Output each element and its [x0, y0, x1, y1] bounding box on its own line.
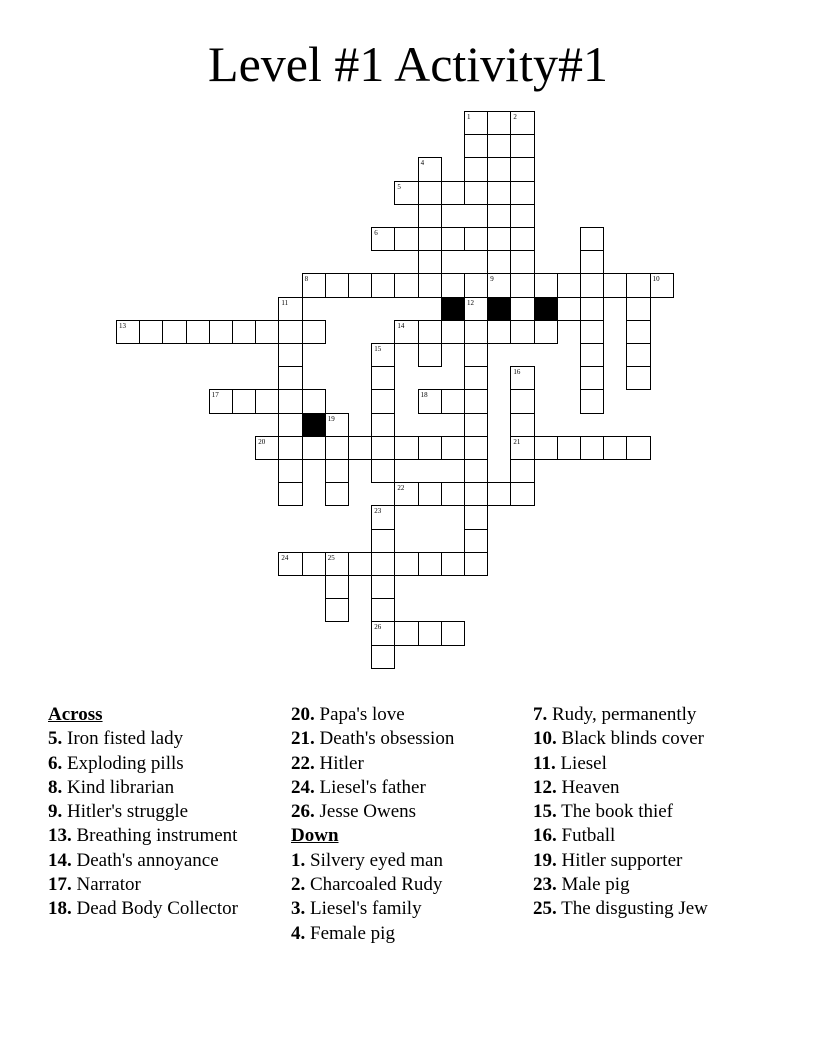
crossword-cell[interactable] [255, 436, 279, 460]
clue-item [48, 897, 238, 921]
clue-text: Futball [556, 825, 616, 847]
clue-column-3 [533, 703, 708, 922]
crossword-cell[interactable] [278, 482, 302, 506]
crossword-cell[interactable] [464, 552, 488, 576]
crossword-cell[interactable] [278, 413, 302, 437]
clue-column-1 [48, 703, 238, 922]
clue-item [533, 897, 708, 921]
crossword-cell[interactable] [487, 320, 511, 344]
crossword-cell[interactable] [394, 482, 418, 506]
crossword-cell[interactable] [487, 181, 511, 205]
crossword-cell[interactable] [278, 320, 302, 344]
crossword-cell[interactable] [302, 320, 326, 344]
clue-number: 1. [291, 849, 306, 871]
clue-number-label: 20 [258, 437, 266, 446]
clue-number-label: 23 [374, 507, 382, 516]
clue-text: Female pig [305, 922, 395, 944]
crossword-cell[interactable] [371, 529, 395, 553]
crossword-cell[interactable] [650, 273, 674, 297]
crossword-cell[interactable] [510, 366, 534, 390]
clue-text: Black blinds cover [556, 728, 704, 750]
crossword-cell[interactable] [534, 320, 558, 344]
clue-section-heading: Down [291, 825, 339, 847]
clue-text: Hitler's struggle [62, 801, 189, 823]
crossword-cell[interactable] [510, 134, 534, 158]
crossword-cell[interactable] [487, 157, 511, 181]
crossword-cell[interactable] [580, 389, 604, 413]
crossword-cell[interactable] [580, 343, 604, 367]
crossword-cell[interactable] [510, 204, 534, 228]
crossword-cell[interactable] [394, 320, 418, 344]
crossword-cell[interactable] [510, 111, 534, 135]
clue-text: The book thief [556, 801, 674, 823]
clue-number: 14. [48, 849, 72, 871]
clue-number: 16. [533, 825, 557, 847]
crossword-cell[interactable] [510, 250, 534, 274]
crossword-cell[interactable] [441, 436, 465, 460]
clue-number: 3. [291, 898, 306, 920]
clue-item [48, 800, 238, 824]
crossword-cell[interactable] [418, 389, 442, 413]
crossword-cell[interactable] [487, 482, 511, 506]
crossword-cell[interactable] [418, 204, 442, 228]
crossword-cell[interactable] [371, 505, 395, 529]
crossword-cell[interactable] [418, 343, 442, 367]
clue-text: Breathing instrument [71, 825, 238, 847]
crossword-cell[interactable] [162, 320, 186, 344]
crossword-cell[interactable] [603, 273, 627, 297]
crossword-cell[interactable] [441, 320, 465, 344]
clue-number-label: 10 [652, 275, 660, 284]
crossword-cell[interactable] [371, 413, 395, 437]
crossword-cell[interactable] [371, 227, 395, 251]
crossword-cell[interactable] [510, 482, 534, 506]
crossword-cell[interactable] [418, 157, 442, 181]
clue-item [533, 824, 708, 848]
clue-number-label: 14 [397, 321, 405, 330]
clue-number-label: 1 [467, 113, 471, 121]
crossword-cell[interactable] [325, 482, 349, 506]
crossword-cell[interactable] [464, 297, 488, 321]
clue-number-label: 16 [513, 368, 521, 377]
crossword-cell[interactable] [348, 552, 372, 576]
crossword-cell[interactable] [580, 436, 604, 460]
crossword-cell[interactable] [580, 297, 604, 321]
clue-number-label: 9 [490, 275, 494, 284]
clue-number: 22. [291, 752, 315, 774]
crossword-cell[interactable] [325, 598, 349, 622]
clue-number-label: 5 [397, 182, 401, 191]
crossword-cell[interactable] [510, 459, 534, 483]
clue-text: Liesel's family [305, 898, 422, 920]
crossword-cell[interactable] [209, 320, 233, 344]
crossword-cell[interactable] [418, 320, 442, 344]
clue-number: 4. [291, 922, 306, 944]
black-square [534, 297, 558, 321]
clue-text: Narrator [71, 874, 141, 896]
crossword-cell[interactable] [557, 273, 581, 297]
crossword-cell[interactable] [534, 436, 558, 460]
crossword-cell[interactable] [302, 273, 326, 297]
clue-text: Hitler supporter [556, 849, 683, 871]
crossword-cell[interactable] [394, 621, 418, 645]
clue-number-label: 22 [397, 484, 405, 493]
crossword-cell[interactable] [464, 366, 488, 390]
crossword-cell[interactable] [626, 297, 650, 321]
clue-number: 11. [533, 752, 556, 774]
clue-text: Death's obsession [314, 728, 455, 750]
crossword-cell[interactable] [487, 134, 511, 158]
clue-item [533, 727, 708, 751]
crossword-cell[interactable] [464, 413, 488, 437]
crossword-cell[interactable] [510, 389, 534, 413]
clue-number-label: 26 [374, 623, 382, 632]
crossword-cell[interactable] [186, 320, 210, 344]
clue-number: 10. [533, 728, 557, 750]
clue-number: 21. [291, 728, 315, 750]
clue-text: Rudy, permanently [547, 704, 697, 725]
crossword-cell[interactable] [464, 157, 488, 181]
clue-text: Heaven [556, 776, 620, 798]
crossword-cell[interactable] [278, 366, 302, 390]
clue-item [48, 824, 238, 848]
clue-item [291, 800, 454, 824]
black-square [487, 297, 511, 321]
crossword-cell[interactable] [232, 389, 256, 413]
crossword-cell[interactable] [278, 459, 302, 483]
clue-text: Kind librarian [62, 776, 175, 798]
crossword-cell[interactable] [580, 273, 604, 297]
clue-item [533, 703, 708, 727]
crossword-cell[interactable] [464, 181, 488, 205]
crossword-cell[interactable] [464, 505, 488, 529]
clue-item [533, 776, 708, 800]
crossword-cell[interactable] [510, 273, 534, 297]
clue-number: 20. [291, 704, 315, 725]
crossword-cell[interactable] [325, 436, 349, 460]
clue-number-label: 13 [119, 321, 126, 330]
crossword-cell[interactable] [510, 413, 534, 437]
clue-item [533, 849, 708, 873]
crossword-cell[interactable] [325, 575, 349, 599]
clue-text: Silvery eyed man [305, 849, 443, 871]
crossword-cell[interactable] [464, 529, 488, 553]
clue-number-label: 2 [513, 113, 517, 121]
crossword-cell[interactable] [441, 389, 465, 413]
crossword-cell[interactable] [325, 552, 349, 576]
clue-column-2 [291, 703, 454, 946]
crossword-cell[interactable] [394, 552, 418, 576]
clue-item [533, 800, 708, 824]
crossword-cell[interactable] [278, 552, 302, 576]
clue-number-label: 19 [327, 414, 335, 423]
clue-number: 17. [48, 874, 72, 896]
clue-item [48, 776, 238, 800]
clue-section-heading: Across [48, 704, 103, 725]
crossword-cell[interactable] [510, 320, 534, 344]
crossword-cell[interactable] [371, 273, 395, 297]
clue-number-label: 18 [420, 391, 428, 400]
clue-number-label: 8 [304, 275, 309, 284]
crossword-cell[interactable] [510, 297, 534, 321]
crossword-cell[interactable] [580, 366, 604, 390]
crossword-cell[interactable] [557, 436, 581, 460]
crossword-cell[interactable] [371, 459, 395, 483]
crossword-cell[interactable] [278, 389, 302, 413]
crossword-cell[interactable] [394, 227, 418, 251]
clue-number: 12. [533, 776, 557, 798]
crossword-cell[interactable] [255, 389, 279, 413]
crossword-cell[interactable] [278, 436, 302, 460]
clue-text: Dead Body Collector [71, 898, 238, 920]
crossword-cell[interactable] [302, 389, 326, 413]
clue-text: Death's annoyance [71, 849, 219, 871]
crossword-cell[interactable] [418, 227, 442, 251]
clue-number: 6. [48, 752, 63, 774]
crossword-cell[interactable] [626, 273, 650, 297]
crossword-cell[interactable] [510, 436, 534, 460]
crossword-cell[interactable] [325, 273, 349, 297]
crossword-cell[interactable] [418, 273, 442, 297]
crossword-cell[interactable] [464, 227, 488, 251]
crossword-cell[interactable] [487, 227, 511, 251]
crossword-cell[interactable] [626, 343, 650, 367]
crossword-cell[interactable] [464, 134, 488, 158]
clue-number: 7. [533, 704, 548, 725]
crossword-cell[interactable] [371, 436, 395, 460]
crossword-cell[interactable] [418, 552, 442, 576]
clue-item [533, 752, 708, 776]
clue-number-label: 21 [513, 437, 521, 446]
crossword-cell[interactable] [580, 320, 604, 344]
crossword-cell[interactable] [371, 645, 395, 669]
crossword-cell[interactable] [464, 436, 488, 460]
clue-number: 5. [48, 728, 63, 750]
crossword-cell[interactable] [302, 552, 326, 576]
crossword-cell[interactable] [441, 227, 465, 251]
crossword-cell[interactable] [418, 181, 442, 205]
crossword-cell[interactable] [418, 436, 442, 460]
black-square [441, 297, 465, 321]
crossword-cell[interactable] [626, 366, 650, 390]
clue-text: Liesel [555, 752, 607, 774]
crossword-cell[interactable] [302, 436, 326, 460]
crossword-cell[interactable] [348, 273, 372, 297]
clue-number: 24. [291, 776, 315, 798]
clue-item [291, 873, 454, 897]
crossword-cell[interactable] [139, 320, 163, 344]
crossword-cell[interactable] [510, 181, 534, 205]
crossword-cell[interactable] [441, 552, 465, 576]
crossword-cell[interactable] [487, 204, 511, 228]
clue-number: 13. [48, 825, 72, 847]
clue-number-label: 6 [374, 229, 378, 237]
clue-number: 23. [533, 874, 557, 896]
clue-number-label: 25 [327, 553, 335, 562]
crossword-cell[interactable] [371, 366, 395, 390]
clue-text: Jesse Owens [314, 801, 417, 823]
clue-number: 2. [291, 874, 306, 896]
clue-number-label: 12 [467, 298, 474, 307]
clue-item [291, 703, 454, 727]
clue-number-label: 24 [281, 553, 289, 562]
clue-text: Hitler [314, 752, 364, 774]
clue-text: Papa's love [314, 704, 405, 725]
crossword-cell[interactable] [441, 482, 465, 506]
clue-number: 8. [48, 776, 63, 798]
crossword-cell[interactable] [626, 436, 650, 460]
crossword-cell[interactable] [418, 621, 442, 645]
clue-text: Charcoaled Rudy [305, 874, 443, 896]
crossword-cell[interactable] [371, 621, 395, 645]
clue-number: 25. [533, 898, 557, 920]
clue-item [291, 897, 454, 921]
clue-item [48, 849, 238, 873]
clue-text: Male pig [556, 874, 630, 896]
clue-number: 15. [533, 801, 557, 823]
page-title: Level #1 Activity#1 [208, 36, 608, 92]
crossword-cell[interactable] [209, 389, 233, 413]
clue-number: 19. [533, 849, 557, 871]
clue-number-label: 17 [211, 391, 219, 400]
clue-item [48, 727, 238, 751]
crossword-cell[interactable] [116, 320, 140, 344]
black-square [302, 413, 326, 437]
crossword-cell[interactable] [464, 389, 488, 413]
crossword-cell[interactable] [371, 552, 395, 576]
crossword-cell[interactable] [626, 320, 650, 344]
clue-item [48, 752, 238, 776]
clue-text: Exploding pills [62, 752, 184, 774]
clue-number: 26. [291, 801, 315, 823]
crossword-cell[interactable] [464, 343, 488, 367]
crossword-cell[interactable] [325, 459, 349, 483]
crossword-cell[interactable] [348, 436, 372, 460]
crossword-cell[interactable] [278, 343, 302, 367]
crossword-cell[interactable] [487, 111, 511, 135]
clue-item [291, 727, 454, 751]
crossword-cell[interactable] [464, 111, 488, 135]
crossword-cell[interactable] [278, 297, 302, 321]
clue-number: 9. [48, 801, 63, 823]
crossword-cell[interactable] [580, 250, 604, 274]
crossword-cell[interactable] [510, 157, 534, 181]
clue-item [291, 776, 454, 800]
crossword-cell[interactable] [394, 436, 418, 460]
clue-text: Liesel's father [314, 776, 426, 798]
crossword-cell[interactable] [580, 227, 604, 251]
crossword-cell[interactable] [418, 482, 442, 506]
crossword-cell[interactable] [441, 621, 465, 645]
clue-item [291, 849, 454, 873]
crossword-cell[interactable] [371, 575, 395, 599]
crossword-cell[interactable] [232, 320, 256, 344]
crossword-cell[interactable] [441, 273, 465, 297]
crossword-cell[interactable] [487, 273, 511, 297]
clue-number-label: 15 [374, 345, 382, 353]
crossword-cell[interactable] [394, 273, 418, 297]
clue-number: 18. [48, 898, 72, 920]
crossword-cell[interactable] [441, 181, 465, 205]
clue-text: The disgusting Jew [556, 898, 708, 920]
clue-item [291, 922, 454, 946]
crossword-cell[interactable] [557, 297, 581, 321]
crossword-cell[interactable] [464, 482, 488, 506]
crossword-cell[interactable] [255, 320, 279, 344]
clue-item [533, 873, 708, 897]
clue-text: Iron fisted lady [62, 728, 184, 750]
crossword-cell[interactable] [510, 227, 534, 251]
crossword-cell[interactable] [371, 598, 395, 622]
clue-item [291, 752, 454, 776]
clue-number-label: 11 [281, 298, 289, 307]
crossword-cell[interactable] [487, 250, 511, 274]
crossword-cell[interactable] [464, 320, 488, 344]
clue-item [48, 873, 238, 897]
clue-number-label: 4 [420, 159, 425, 168]
crossword-cell[interactable] [325, 413, 349, 437]
crossword-cell[interactable] [418, 250, 442, 274]
crossword-cell[interactable] [371, 343, 395, 367]
crossword-cell[interactable] [371, 389, 395, 413]
crossword-cell[interactable] [464, 273, 488, 297]
crossword-cell[interactable] [464, 459, 488, 483]
crossword-cell[interactable] [603, 436, 627, 460]
crossword-cell[interactable] [394, 181, 418, 205]
crossword-cell[interactable] [534, 273, 558, 297]
